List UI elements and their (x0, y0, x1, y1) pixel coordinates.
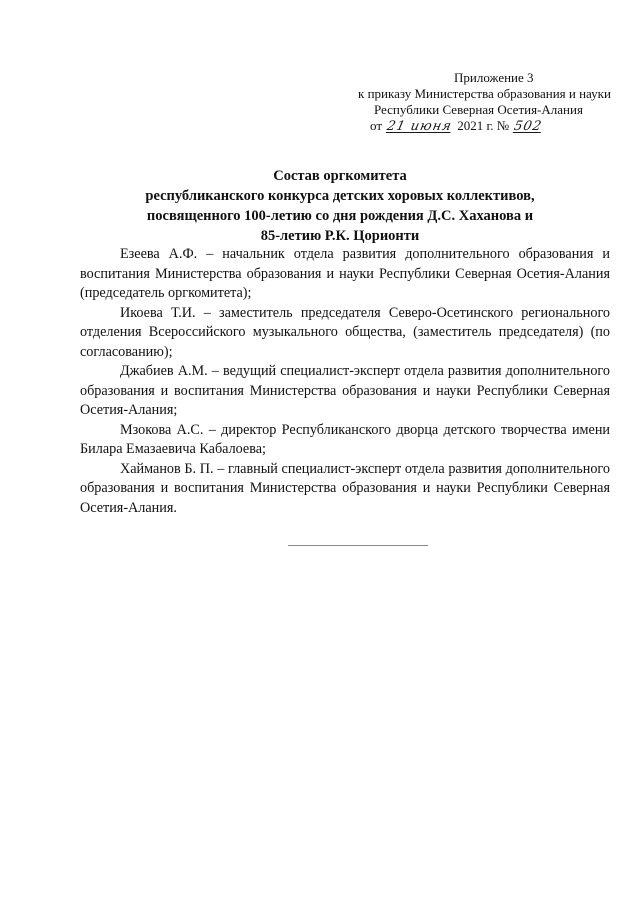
committee-members-list (80, 245, 610, 518)
handwritten-date: 21 июня (385, 119, 454, 134)
member-entry-ezeeva: Езеева А.Ф. – начальник отдела развития дополнительного образования и воспитания Министерства образования и науки Республики Северная Осетия-Алания (председатель оргкомитета); (80, 246, 610, 301)
member-entry-khaymanov: Хайманов Б. П. – главный специалист-эксперт отдела развития дополнительного образования и воспитания Министерства образования и науки Республики Северная Осетия-Алания. (80, 460, 610, 516)
title-line-2: республиканского конкурса детских хоровых коллективов, (145, 188, 535, 204)
appendix-order-ref: к приказу Министерства образования и науки (358, 86, 611, 101)
date-prefix: от (370, 118, 383, 133)
appendix-date-line (330, 118, 600, 135)
title-line-4: 85-летию Р.К. Цорионти (260, 228, 420, 244)
appendix-header (330, 70, 611, 135)
date-year-number: 2021 г. № (457, 118, 510, 133)
appendix-label: Приложение 3 (454, 70, 534, 85)
member-entry-mzokova: Мзокова А.С. – директор Республиканского дворца детского творчества имени Билара Емазаевича Кабалоева; (80, 421, 610, 457)
member-entry-dzhabiev: Джабиев А.М. – ведущий специалист-эксперт отдела развития дополнительного образования и воспитания Министерства образования и науки Республики Северная Осетия-Алания; (80, 363, 610, 418)
end-separator-line (288, 545, 428, 546)
handwritten-order-number: 502 (512, 119, 544, 134)
title-line-3: посвященного 100-летию со дня рождения Д.С. Хаханова и (146, 208, 534, 224)
title-line-1: Состав оргкомитета (273, 168, 407, 184)
appendix-republic: Республики Северная Осетия-Алания (374, 102, 583, 117)
member-entry-ikoeva: Икоева Т.И. – заместитель председателя Северо-Осетинского регионального отделения Всероссийского музыкального общества, (заместитель председателя) (по согласованию); (80, 304, 610, 360)
document-title (100, 166, 580, 246)
